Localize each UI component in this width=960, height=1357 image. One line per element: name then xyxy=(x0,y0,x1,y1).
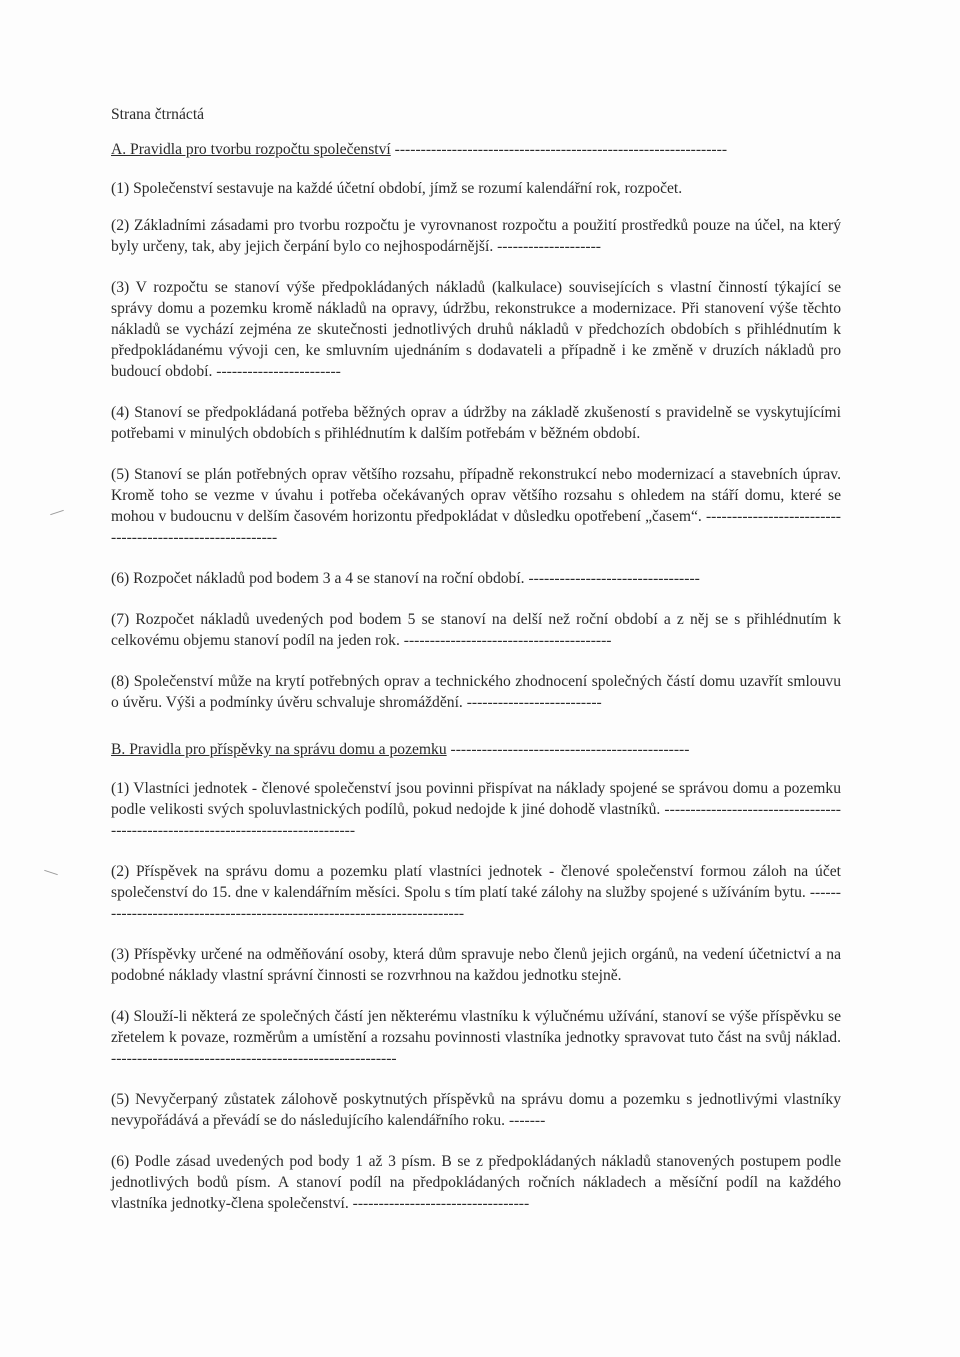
section-a-paragraph-2: (2) Základními zásadami pro tvorbu rozpočtu je vyrovnanost rozpočtu a použití prostředků pouze na účel, na který byly určeny, tak, aby jejich čerpání bylo co nejhospodárnější. -------------------- xyxy=(111,217,841,255)
section-a-paragraph-3: (3) V rozpočtu se stanoví výše předpokládaných nákladů (kalkulace) souvisejících s vlastní činností týkající se správy domu a pozemku kromě nákladů na opravy, údržbu, rekonstrukce a modernizace. Při stanovení výše těchto nákladů se vychází zejména ze skutečnosti jednotlivých druhů nákladů v předchozích obdobích s přihlédnutím k předpokládanému vývoji cen, ke smluvním ujednáním s dodavateli a případně i ke změně v druzích nákladů pro budoucí období. ------------------------ xyxy=(111,279,841,380)
section-a-paragraph-8: (8) Společenství může na krytí potřebných oprav a technického zhodnocení společných částí domu uzavřít smlouvu o úvěru. Výši a podmínky úvěru schvaluje shromáždění. -------------------------- xyxy=(111,673,841,711)
punch-mark-top xyxy=(50,510,64,515)
section-b-heading-dashes: ---------------------------------------------- xyxy=(450,741,690,758)
section-b-heading xyxy=(111,739,841,760)
section-a-paragraph-5: (5) Stanoví se plán potřebných oprav většího rozsahu, případně rekonstrukcí nebo modernizací a stavebních úprav. Kromě toho se vezme v úvahu i potřeba očekávaných oprav většího rozsahu s ohledem na stáří domu, které se mohou v budoucnu v delším časovém horizontu předpokládat v důsledku opotřebení „časem“. ---------------------------------------------------------- xyxy=(111,466,841,546)
document-body xyxy=(111,104,841,1234)
section-a-heading xyxy=(111,139,841,160)
section-a-heading-text: A. Pravidla pro tvorbu rozpočtu společenství xyxy=(111,141,391,158)
section-b-heading-text: B. Pravidla pro příspěvky na správu domu a pozemku xyxy=(111,741,447,758)
section-b-paragraph-1: (1) Vlastníci jednotek - členové společenství jsou povinni přispívat na náklady spojené se správou domu a pozemku podle velikosti svých spoluvlastnických podílů, pokud nedojde k jiné dohodě vlastníků. --------------------------------------------------------------------------------- xyxy=(111,780,841,839)
section-a-heading-dashes: ---------------------------------------------------------------- xyxy=(394,141,728,158)
section-a-paragraph-6: (6) Rozpočet nákladů pod bodem 3 a 4 se stanoví na roční období. --------------------------------- xyxy=(111,570,700,587)
section-a-paragraph-1: (1) Společenství sestavuje na každé účetní období, jímž se rozumí kalendářní rok, rozpočet. xyxy=(111,180,683,197)
section-a-paragraph-4: (4) Stanoví se předpokládaná potřeba běžných oprav a údržby na základě zkušeností s pravidelně se vyskytujícími potřebami v minulých obdobích s přihlédnutím k dalším potřebám v běžném období. xyxy=(111,404,841,442)
section-b-paragraph-3: (3) Příspěvky určené na odměňování osoby, která dům spravuje nebo členů jejich orgánů, na vedení účetnictví a na podobné náklady vlastní správní činnosti se rozvrhnou na každou jednotku stejně. xyxy=(111,946,841,984)
section-b-paragraph-2: (2) Příspěvek na správu domu a pozemku platí vlastníci jednotek - členové společenství formou záloh na účet společenství do 15. dne v kalendářním měsíci. Spolu s tím platí také zálohy na služby spojené s užíváním bytu. -------------------------------------------------------------------------- xyxy=(111,863,841,922)
section-b-paragraph-5: (5) Nevyčerpaný zůstatek zálohově poskytnutých příspěvků na správu domu a pozemku s jednotlivými vlastníky nevypořádává a převádí se do následujícího kalendářního roku. ------- xyxy=(111,1091,841,1129)
page-number-label: Strana čtrnáctá xyxy=(111,106,205,123)
punch-mark-bottom xyxy=(44,870,58,875)
section-a-paragraph-7: (7) Rozpočet nákladů uvedených pod bodem 5 se stanoví na delší než roční období a z něj se s přihlédnutím k celkovému objemu stanoví podíl na jeden rok. ---------------------------------------- xyxy=(111,611,841,649)
section-b-paragraph-4: (4) Slouží-li některá ze společných částí jen některému vlastníku k výlučnému užívání, stanoví se výše příspěvku se zřetelem k povaze, rozměrům a umístění a rozsahu povinnosti vlastníka jednotky spravovat tuto část na svůj náklad. ------------------------------------------------------- xyxy=(111,1008,841,1067)
section-b-paragraph-6: (6) Podle zásad uvedených pod body 1 až 3 písm. B se z předpokládaných nákladů stanovených postupem podle jednotlivých bodů písm. A stanoví podíl na předpokládaných ročních nákladech a měsíční podíl na každého vlastníka jednotky-člena společenství. ---------------------------------- xyxy=(111,1153,841,1212)
